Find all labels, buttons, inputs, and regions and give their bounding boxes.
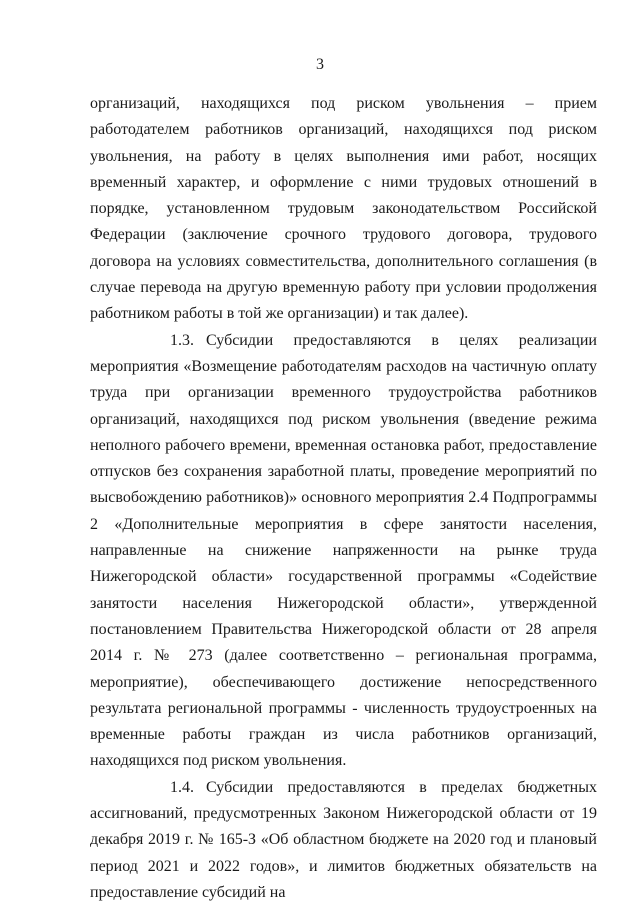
page-number: 3 [316,56,324,73]
paragraph-text: Субсидии предоставляются в пределах бюджетных ассигнований, предусмотренных Законом Нижегородской области от 19 декабря 2019 г. № 165-З «Об областном бюджете на 2020 год и плановый период 2021 и 2022 годов», и лимитов бюджетных обязательств на предоставление субсидий на [90,778,597,901]
paragraph-1-3 [90,328,597,775]
paragraph-continuation [90,91,597,328]
paragraph-text: Субсидии предоставляются в целях реализации мероприятия «Возмещение работодателям расходов на частичную оплату труда при организации временного трудоустройства работников организаций, находящихся под риском увольнения (введение режима неполного рабочего времени, временная остановка работ, предоставление отпусков без сохранения заработной платы, проведение мероприятий по высвобождению работников)» основного мероприятия 2.4 Подпрограммы 2 «Дополнительные мероприятия в сфере занятости населения, направленные на снижение напряженности на рынке труда Нижегородской области» государственной программы «Содействие занятости населения Нижегородской области», утвержденной постановлением Правительства Нижегородской области от 28 апреля 2014 г. № 273 (далее соответственно – региональная программа, мероприятие), обеспечивающего достижение непосредственного результата региональной программы - численность трудоустроенных на временные работы граждан из числа работников организаций, находящихся под риском увольнения. [90,331,597,770]
document-body [90,91,597,906]
paragraph-number: 1.3. [170,331,194,349]
paragraph-1-4 [90,775,597,906]
paragraph-text: организаций, находящихся под риском увольнения – прием работодателем работников организаций, находящихся под риском увольнения, на работу в целях выполнения ими работ, носящих временный характер, и оформление с ними трудовых отношений в порядке, установленном трудовым законодательством Российской Федерации (заключение срочного трудового договора, трудового договора на условиях совместительства, дополнительного соглашения (в случае перевода на другую временную работу при условии продолжения работником работы в той же организации) и так далее). [90,95,597,323]
paragraph-number: 1.4. [170,778,194,796]
